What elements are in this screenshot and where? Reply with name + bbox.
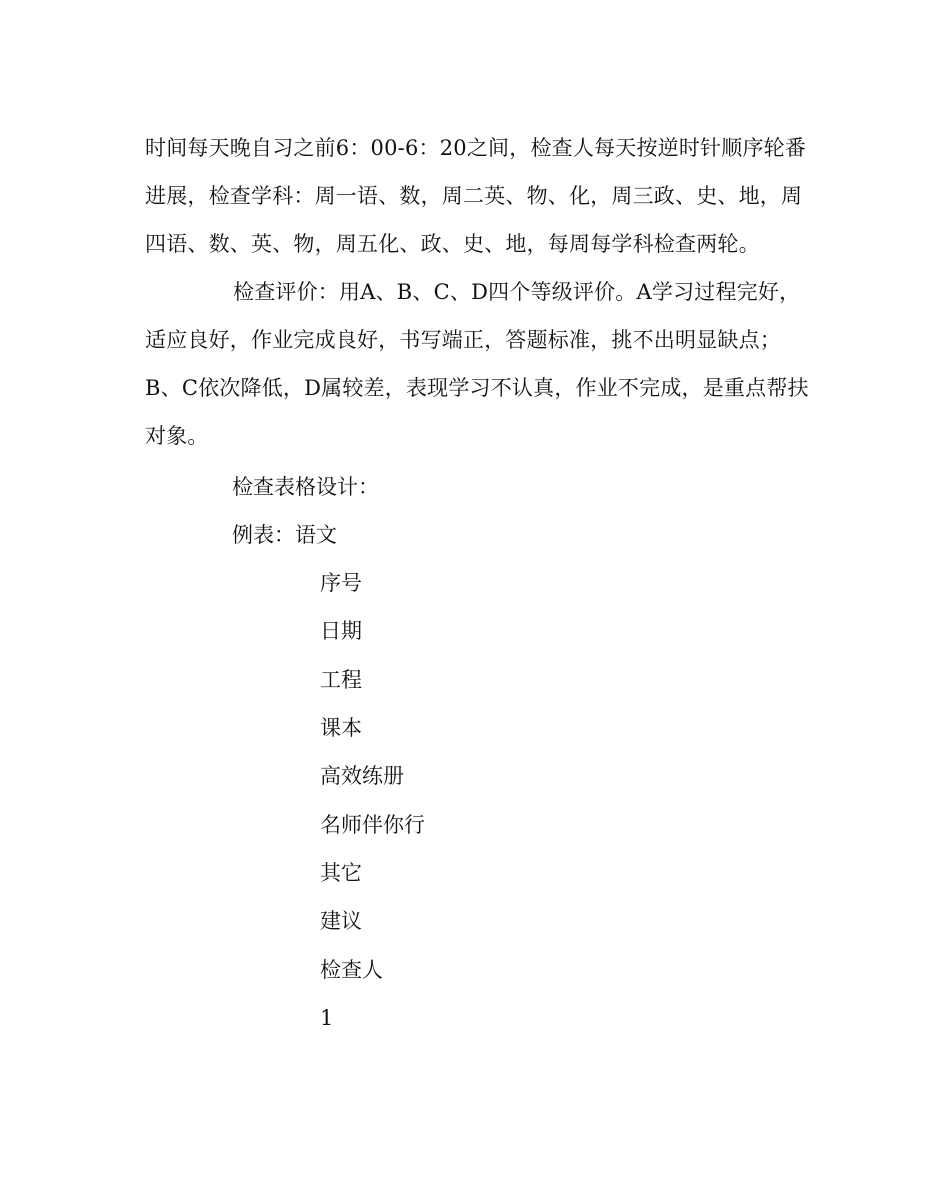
table-item-other: 其它: [320, 861, 362, 885]
table-item-row-number: 1: [320, 1006, 334, 1030]
table-item-date: 日期: [320, 619, 362, 643]
table-item-project: 工程: [320, 668, 362, 692]
table-item-inspector: 检查人: [320, 958, 383, 982]
table-item-index: 序号: [320, 571, 362, 595]
paragraph-inspection-evaluation: 检查评价：用A、B、C、D四个等级评价。A学习过程完好，适应良好，作业完成良好，书写端正，答题标准，挑不出明显缺点；B、C依次降低，D属较差，表现学习不认真，作业不完成，是重点帮扶对象。: [145, 280, 809, 448]
example-table-label: 例表：语文: [232, 523, 337, 547]
table-design-heading: 检查表格设计：: [232, 475, 379, 499]
table-item-workbook: 高效练册: [320, 764, 404, 788]
table-item-textbook: 课本: [320, 716, 362, 740]
paragraph-inspection-schedule: 时间每天晚自习之前6：00-6：20之间，检查人每天按逆时针顺序轮番进展，检查学科：周一语、数，周二英、物、化，周三政、史、地，周四语、数、英、物，周五化、政、史、地，每周每学科检查两轮。: [145, 136, 807, 256]
table-item-suggestion: 建议: [320, 909, 362, 933]
table-item-companion-book: 名师伴你行: [320, 813, 425, 837]
